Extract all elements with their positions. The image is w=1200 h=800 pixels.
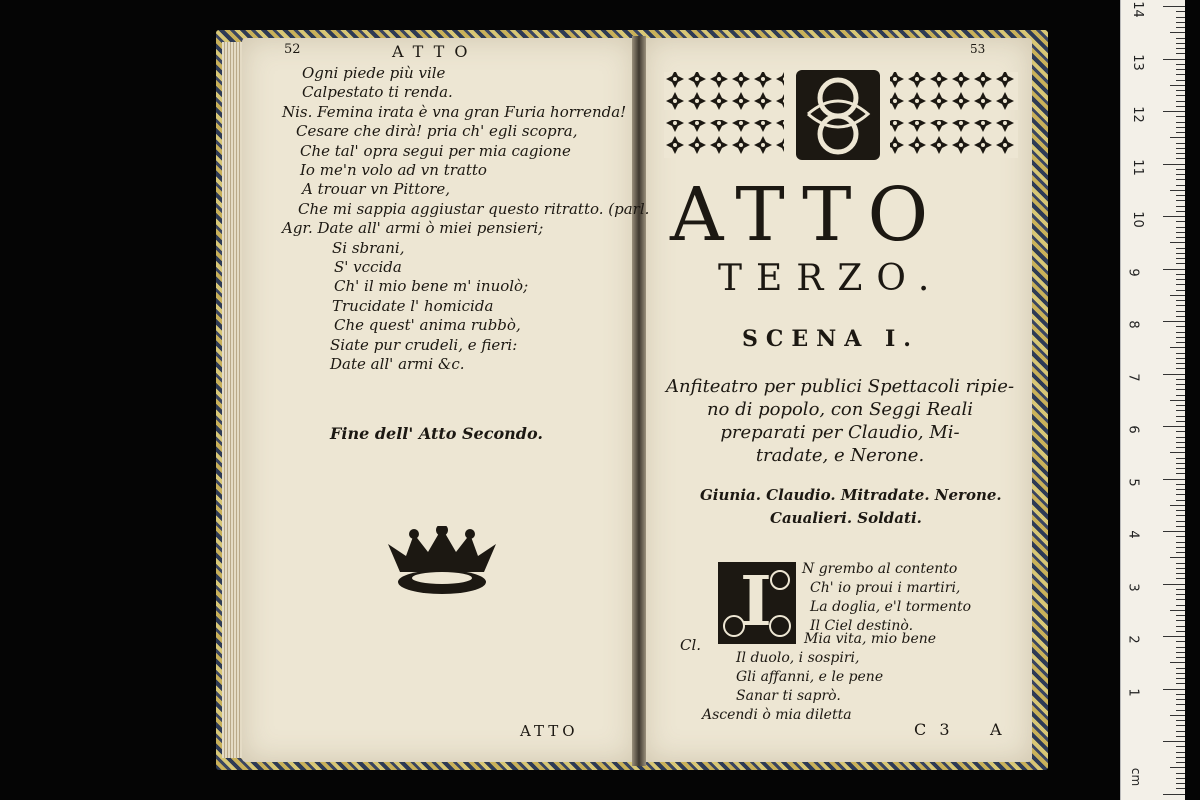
ruler-tick [1176, 232, 1185, 233]
verse-line: Che quest' anima rubbò, [334, 316, 521, 335]
ruler-tick [1176, 158, 1185, 159]
ruler-tick [1176, 599, 1185, 600]
ruler-tick [1176, 284, 1185, 285]
verse-line: Cesare che dirà! pria ch' egli scopra, [296, 122, 578, 141]
ruler-tick [1176, 358, 1185, 359]
verse-line: La doglia, e'l tormento [810, 599, 972, 615]
ruler-tick [1163, 689, 1185, 690]
ruler-tick [1176, 316, 1185, 317]
ruler-tick [1176, 195, 1185, 196]
verse-line: Calpestato ti renda. [302, 83, 453, 102]
ruler-tick [1176, 783, 1185, 784]
ruler-unit: cm [1129, 767, 1144, 787]
scale-ruler [1120, 0, 1185, 800]
ruler-tick [1176, 699, 1185, 700]
ruler-tick [1176, 221, 1185, 222]
verse-line: Che mi sappia aggiustar questo ritratto. (parl. [298, 199, 650, 218]
ruler-tick [1176, 116, 1185, 117]
ruler-tick [1176, 568, 1185, 569]
ruler-tick [1176, 148, 1185, 149]
cast-line-1: Giunia. Claudio. Mitradate. Nerone. [700, 486, 1002, 504]
verse-line: Ch' il mio bene m' inuolò; [334, 277, 529, 296]
ruler-number: 3 [1125, 582, 1141, 592]
left-page-number: 52 [284, 42, 301, 57]
ruler-tick [1176, 48, 1185, 49]
crown-ornament [384, 526, 500, 600]
ruler-tick [1176, 300, 1185, 301]
ruler-tick [1176, 652, 1185, 653]
verse-line: Che tal' opra segui per mia cagione [300, 141, 571, 160]
ruler-tick [1176, 353, 1185, 354]
ruler-tick [1176, 326, 1185, 327]
ruler-tick [1176, 206, 1185, 207]
ruler-tick [1176, 594, 1185, 595]
ruler-tick [1176, 615, 1185, 616]
ruler-tick [1170, 347, 1185, 348]
ruler-tick [1176, 442, 1185, 443]
ruler-tick [1176, 410, 1185, 411]
ruler-tick [1163, 741, 1185, 742]
ruler-tick [1163, 216, 1185, 217]
ruler-tick [1176, 631, 1185, 632]
ruler-tick [1176, 90, 1185, 91]
ruler-tick [1176, 752, 1185, 753]
ruler-tick [1163, 479, 1185, 480]
verse-line: Ascendi ò mia diletta [702, 707, 852, 723]
verse-line: Sanar ti saprò. [736, 688, 841, 704]
ruler-tick [1170, 242, 1185, 243]
ruler-tick [1176, 80, 1185, 81]
ruler-tick [1176, 458, 1185, 459]
act-subtitle: TERZO. [718, 258, 944, 299]
ruler-tick [1176, 563, 1185, 564]
ruler-tick [1176, 641, 1185, 642]
ruler-tick [1163, 584, 1185, 585]
description-line: Anfiteatro per publici Spettacoli ripie- [665, 376, 1015, 397]
ruler-tick [1176, 447, 1185, 448]
ruler-tick [1176, 27, 1185, 28]
ruler-tick [1176, 578, 1185, 579]
ruler-tick [1176, 552, 1185, 553]
ruler-tick [1163, 269, 1185, 270]
ruler-tick [1176, 704, 1185, 705]
ruler-tick [1176, 200, 1185, 201]
ruler-tick [1176, 484, 1185, 485]
ruler-tick [1176, 778, 1185, 779]
ruler-tick [1176, 363, 1185, 364]
verse-line: Siate pur crudeli, e fieri: [330, 335, 518, 354]
verse-line: A trouar vn Pittore, [302, 180, 451, 199]
ruler-tick [1176, 731, 1185, 732]
ruler-tick [1176, 17, 1185, 18]
ruler-tick [1170, 452, 1185, 453]
ruler-tick [1170, 505, 1185, 506]
ruler-tick [1176, 179, 1185, 180]
verse-line: Agr. Date all' armi ò miei pensieri; [282, 219, 544, 238]
ruler-tick [1176, 620, 1185, 621]
ruler-tick [1176, 174, 1185, 175]
ruler-number: 1 [1125, 687, 1141, 697]
ruler-tick [1170, 85, 1185, 86]
ruler-tick [1176, 211, 1185, 212]
ruler-tick [1176, 153, 1185, 154]
ruler-tick [1176, 53, 1185, 54]
ruler-tick [1176, 395, 1185, 396]
ruler-tick [1163, 794, 1185, 795]
ruler-tick [1176, 626, 1185, 627]
ruler-tick [1170, 610, 1185, 611]
ruler-tick [1176, 379, 1185, 380]
signature-mark: C 3 [914, 720, 954, 739]
ruler-tick [1170, 662, 1185, 663]
ruler-tick [1176, 720, 1185, 721]
ruler-tick [1176, 431, 1185, 432]
ruler-tick [1176, 547, 1185, 548]
ruler-tick [1176, 589, 1185, 590]
ruler-tick [1176, 405, 1185, 406]
ruler-tick [1176, 573, 1185, 574]
ruler-tick [1170, 715, 1185, 716]
ruler-tick [1176, 437, 1185, 438]
ruler-tick [1176, 421, 1185, 422]
ruler-tick [1163, 6, 1185, 7]
scene-heading: SCENA I. [742, 326, 919, 352]
ruler-tick [1176, 683, 1185, 684]
ruler-number: 14 [1129, 1, 1145, 18]
ruler-tick [1176, 263, 1185, 264]
ruler-tick [1176, 384, 1185, 385]
ruler-tick [1176, 416, 1185, 417]
ruler-tick [1170, 400, 1185, 401]
ruler-tick [1170, 190, 1185, 191]
book-gutter [632, 36, 646, 766]
ruler-tick [1176, 536, 1185, 537]
ruler-tick [1176, 258, 1185, 259]
ruler-tick [1176, 274, 1185, 275]
drop-cap-letter: I [740, 562, 772, 642]
ruler-tick [1176, 694, 1185, 695]
ruler-number: 9 [1125, 267, 1141, 277]
ruler-tick [1176, 710, 1185, 711]
ruler-tick [1176, 185, 1185, 186]
ruler-tick [1163, 374, 1185, 375]
ruler-tick [1176, 122, 1185, 123]
ruler-tick [1176, 227, 1185, 228]
ruler-tick [1163, 636, 1185, 637]
ruler-tick [1176, 468, 1185, 469]
ruler-tick [1176, 74, 1185, 75]
left-running-head: ATTO [392, 42, 478, 61]
ruler-tick [1176, 43, 1185, 44]
ruler-number: 5 [1125, 477, 1141, 487]
verse-line: S' vccida [334, 258, 402, 276]
ruler-tick [1176, 279, 1185, 280]
ruler-tick [1176, 521, 1185, 522]
description-line: preparati per Claudio, Mi- [720, 422, 960, 443]
ruler-tick [1170, 557, 1185, 558]
ruler-tick [1163, 59, 1185, 60]
ruler-tick [1176, 736, 1185, 737]
ruler-tick [1176, 305, 1185, 306]
verse-line: Date all' armi &c. [330, 355, 465, 373]
ruler-tick [1176, 762, 1185, 763]
ruler-tick [1176, 11, 1185, 12]
verse-line: Io me'n volo ad vn tratto [300, 161, 487, 179]
ruler-tick [1176, 64, 1185, 65]
ruler-tick [1176, 253, 1185, 254]
cast-line-2: Caualieri. Soldati. [770, 509, 922, 527]
ruler-tick [1176, 678, 1185, 679]
headpiece-ornament [664, 68, 1020, 164]
ruler-tick [1176, 494, 1185, 495]
verse-line: Mia vita, mio bene [804, 631, 937, 647]
ruler-tick [1176, 489, 1185, 490]
ruler-tick [1176, 746, 1185, 747]
ruler-number: 4 [1125, 530, 1141, 539]
ruler-tick [1176, 526, 1185, 527]
ruler-tick [1163, 531, 1185, 532]
ruler-tick [1163, 111, 1185, 112]
ruler-tick [1176, 668, 1185, 669]
ruler-tick [1176, 605, 1185, 606]
drop-cap [718, 562, 796, 644]
page-edges [222, 42, 244, 758]
verse-line: Trucidate l' homicida [332, 296, 494, 315]
ruler-number: 13 [1129, 53, 1145, 71]
ruler-tick [1176, 237, 1185, 238]
ruler-tick [1176, 773, 1185, 774]
verse-line: Ogni piede più vile [302, 64, 446, 82]
ruler-tick [1170, 32, 1185, 33]
ruler-tick [1176, 22, 1185, 23]
ruler-tick [1176, 673, 1185, 674]
ruler-number: 2 [1125, 635, 1141, 644]
description-line: tradate, e Nerone. [755, 445, 925, 466]
ruler-tick [1176, 368, 1185, 369]
speaker-label: Cl. [680, 636, 702, 654]
left-catchword: ATTO [520, 722, 579, 740]
ruler-tick [1176, 389, 1185, 390]
ruler-tick [1176, 657, 1185, 658]
verse-line: Gli affanni, e le pene [736, 669, 884, 685]
ruler-tick [1176, 311, 1185, 312]
ruler-tick [1176, 248, 1185, 249]
ruler-tick [1170, 137, 1185, 138]
act-title: ATTO [670, 172, 945, 258]
ruler-tick [1176, 788, 1185, 789]
ruler-tick [1176, 290, 1185, 291]
verse-line: Si sbrani, [332, 238, 405, 257]
ruler-number: 12 [1129, 106, 1145, 123]
ruler-tick [1176, 127, 1185, 128]
verse-line: N grembo al contento [802, 561, 958, 577]
verse-line: Il Ciel destinò. [810, 618, 914, 634]
ruler-tick [1176, 143, 1185, 144]
ruler-tick [1163, 321, 1185, 322]
ruler-tick [1163, 426, 1185, 427]
ruler-tick [1170, 767, 1185, 768]
verse-line: Il duolo, i sospiri, [736, 650, 860, 666]
ruler-tick [1176, 757, 1185, 758]
ruler-tick [1176, 332, 1185, 333]
ruler-tick [1176, 647, 1185, 648]
ruler-number: 6 [1125, 425, 1141, 434]
ruler-tick [1176, 725, 1185, 726]
ruler-tick [1176, 510, 1185, 511]
ruler-tick [1176, 342, 1185, 343]
ruler-tick [1176, 38, 1185, 39]
ruler-tick [1176, 542, 1185, 543]
ruler-number: 8 [1125, 320, 1141, 329]
act-end-text: Fine dell' Atto Secondo. [330, 424, 543, 443]
ruler-tick [1176, 169, 1185, 170]
verse-line: Nis. Femina irata è vna gran Furia horrenda! [282, 102, 627, 121]
ruler-tick [1176, 132, 1185, 133]
ruler-number: 7 [1125, 372, 1141, 382]
ruler-tick [1176, 515, 1185, 516]
ruler-tick [1176, 106, 1185, 107]
ruler-tick [1176, 95, 1185, 96]
ruler-tick [1176, 337, 1185, 338]
ruler-tick [1176, 463, 1185, 464]
ruler-number: 10 [1129, 211, 1145, 228]
ruler-tick [1176, 500, 1185, 501]
description-line: no di popolo, con Seggi Reali [706, 399, 974, 420]
right-page-number: 53 [970, 42, 986, 56]
ruler-tick [1170, 295, 1185, 296]
ruler-number: 11 [1129, 158, 1145, 176]
verse-line: Ch' io proui i martiri, [810, 580, 961, 596]
right-catchword: A [990, 720, 1002, 739]
ruler-tick [1176, 69, 1185, 70]
ruler-tick [1176, 101, 1185, 102]
ruler-tick [1163, 164, 1185, 165]
ruler-tick [1176, 473, 1185, 474]
